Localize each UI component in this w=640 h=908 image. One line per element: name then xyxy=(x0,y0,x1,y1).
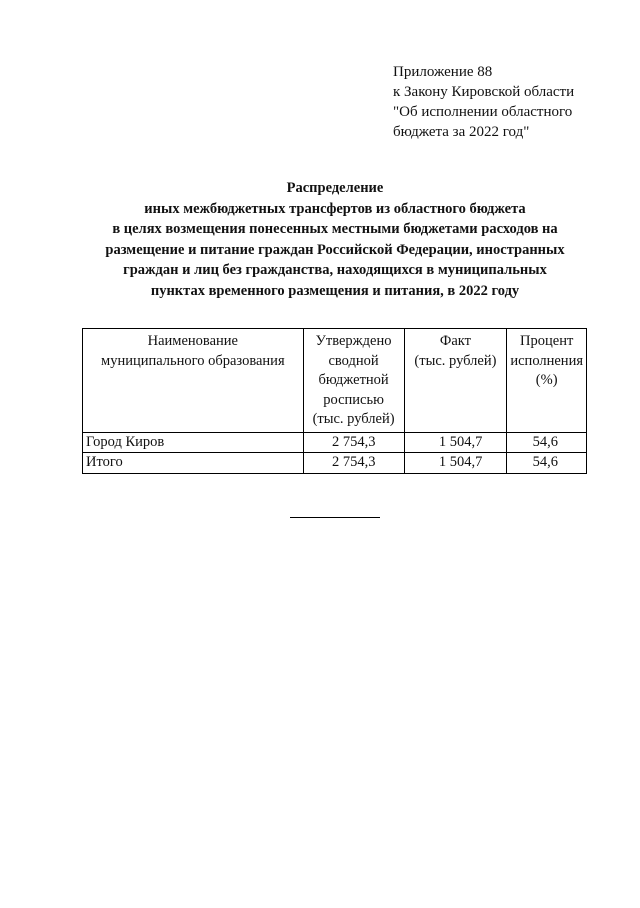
appendix-line: к Закону Кировской области xyxy=(393,84,575,100)
header-line: росписью xyxy=(323,391,384,408)
cell-approved: 2 754,3 xyxy=(303,453,404,474)
appendix-note xyxy=(393,62,633,142)
cell-percent: 54,6 xyxy=(507,453,587,474)
header-line: Наименование xyxy=(147,333,238,349)
header-line: (тыс. рублей) xyxy=(312,411,395,427)
header-line: бюджетной xyxy=(318,372,389,388)
header-line: Факт xyxy=(439,333,471,349)
separator-line xyxy=(290,517,380,518)
header-line: исполнения xyxy=(510,352,583,369)
appendix-line: бюджета за 2022 год" xyxy=(393,124,530,140)
title-line: Распределение xyxy=(286,180,384,196)
cell-municipality: Итого xyxy=(83,453,304,474)
cell-approved: 2 754,3 xyxy=(303,432,404,453)
title-line: пунктах временного размещения и питания, в 2022 году xyxy=(150,282,520,299)
header-line: муниципального образования xyxy=(101,352,285,369)
title-line: иных межбюджетных трансфертов из областного бюджета xyxy=(144,200,526,217)
header-line: (тыс. рублей) xyxy=(414,352,497,369)
cell-fact: 1 504,7 xyxy=(404,432,507,453)
appendix-line: "Об исполнении областного xyxy=(393,104,573,120)
header-approved xyxy=(303,329,404,433)
table-row-total xyxy=(83,453,587,474)
title-line: в целях возмещения понесенных местными бюджетами расходов на xyxy=(112,221,558,237)
header-line: сводной xyxy=(328,352,379,369)
title-line: размещение и питание граждан Российской Федерации, иностранных xyxy=(105,241,565,258)
table-row xyxy=(83,432,587,453)
document-title xyxy=(60,178,610,301)
header-fact xyxy=(404,329,507,433)
cell-percent: 54,6 xyxy=(507,432,587,453)
title-line: граждан и лиц без гражданства, находящихся в муниципальных xyxy=(123,262,547,278)
cell-municipality: Город Киров xyxy=(83,432,304,453)
header-line: (%) xyxy=(535,372,558,388)
table-header-row xyxy=(83,329,587,433)
header-line: Процент xyxy=(520,333,574,349)
distribution-table xyxy=(82,328,587,474)
header-percent xyxy=(507,329,587,433)
appendix-line: Приложение 88 xyxy=(393,64,493,80)
header-line: Утверждено xyxy=(315,333,392,349)
header-municipality xyxy=(83,329,304,433)
cell-fact: 1 504,7 xyxy=(404,453,507,474)
